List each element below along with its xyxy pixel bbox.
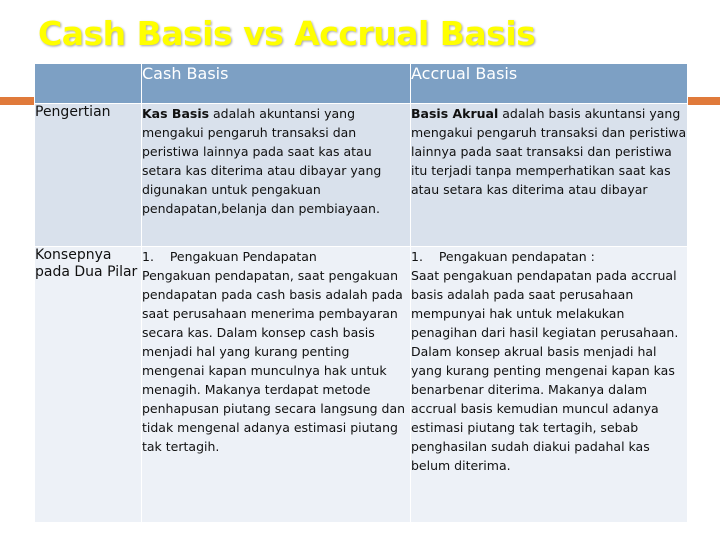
header-cash-basis: Cash Basis — [142, 64, 411, 104]
cell-accrual-pengertian — [411, 104, 688, 247]
accrual-pillar-text: Saat pengakuan pendapatan pada accrual basis adalah pada saat perusahaan mempunyai hak untuk melakukan penagihan dari hasil kegiatan perusahaan. Dalam konsep akrual basis menjadi hal yang kurang penting mengenai kapan kas benarbenar diterima. Makanya dalam accrual basis kemudian muncul adanya estimasi piutang tak tertagih, sebab penghasilan sudah diakui padahal kas belum diterima. — [411, 268, 679, 473]
cell-accrual-konsep — [411, 247, 688, 523]
cell-cash-pengertian — [142, 104, 411, 247]
comparison-table — [34, 63, 688, 523]
slide-title: Cash Basis vs Accrual Basis — [38, 14, 536, 53]
table-row-konsep — [35, 247, 688, 523]
accrual-pillar-title: Pengakuan pendapatan : — [438, 249, 595, 264]
cash-pillar-heading — [142, 247, 410, 266]
header-corner — [35, 64, 142, 104]
cash-pillar-title: Pengakuan Pendapatan — [169, 249, 317, 264]
accrual-pillar-number: 1. — [411, 249, 423, 264]
accent-bar-left — [0, 97, 34, 105]
cash-pillar-number: 1. — [142, 249, 154, 264]
row-label-konsep: Konsepnya pada Dua Pilar — [35, 247, 142, 523]
accrual-term: Basis Akrual — [411, 106, 499, 121]
header-row — [35, 64, 688, 104]
accrual-pillar-heading — [411, 247, 687, 266]
cash-pillar-text: Pengakuan pendapatan, saat pengakuan pendapatan pada cash basis adalah pada saat perusahaan menerima pembayaran secara kas. Dalam konsep cash basis menjadi hal yang kurang penting mengenai kapan munculnya hak untuk menagih. Makanya terdapat metode penhapusan piutang secara langsung dan tidak mengenal adanya estimasi piutang tak tertagih. — [142, 268, 406, 454]
accrual-definition: adalah basis akuntansi yang mengakui pengaruh transaksi dan peristiwa lainnya pada saat transaksi dan peristiwa itu terjadi tanpa memperhatikan saat kas atau setara kas diterima atau dibayar — [411, 106, 687, 197]
table-row-pengertian — [35, 104, 688, 247]
accent-bar-right — [687, 97, 720, 105]
header-accrual-basis: Accrual Basis — [411, 64, 688, 104]
cash-definition: adalah akuntansi yang mengakui pengaruh transaksi dan peristiwa lainnya pada saat kas atau setara kas diterima atau dibayar yang digunakan untuk pengakuan pendapatan,belanja dan pembiayaan. — [142, 106, 382, 216]
cash-term: Kas Basis — [142, 106, 210, 121]
cell-cash-konsep — [142, 247, 411, 523]
row-label-pengertian: Pengertian — [35, 104, 142, 247]
